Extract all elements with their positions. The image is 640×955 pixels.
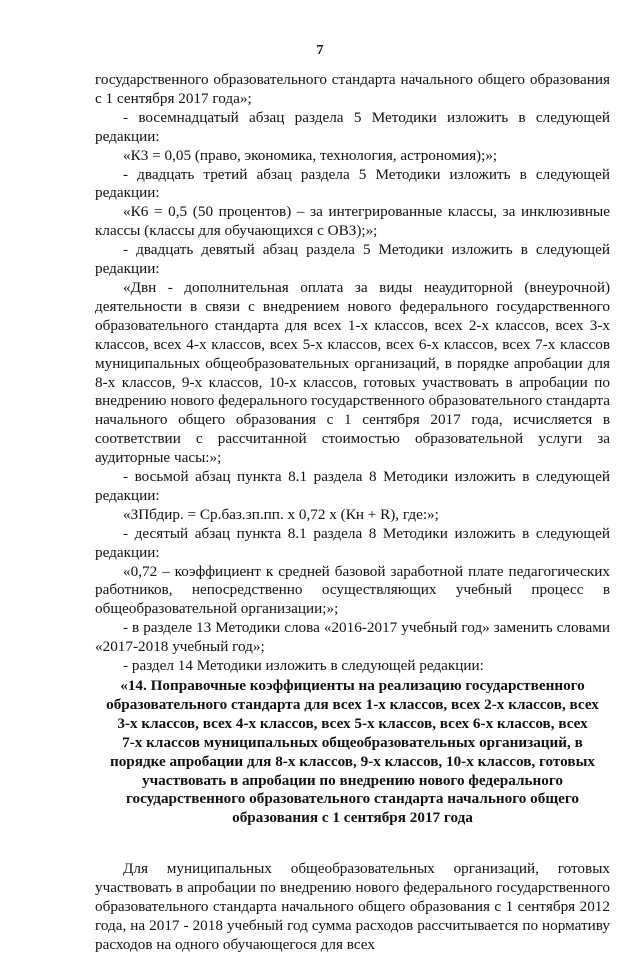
paragraph-quoted-text: «К6 = 0,5 (50 процентов) – за интегрированные классы, за инклюзивные классы (классы для обучающихся с ОВЗ);»; bbox=[95, 203, 610, 240]
paragraph-formula: «ЗПбдир. = Ср.баз.зп.пп. х 0,72 х (Кн + R), где:»; bbox=[123, 505, 439, 523]
paragraph-quoted-text: «Двн - дополнительная оплата за виды неаудиторной (внеурочной) деятельности в связи с внедрением нового федерального государственного образовательного стандарта для всех 1-х классов, всех 2-х классов, всех 3-х классов, всех 4-х классов, всех 5-х классов, всех 6-х классов, всех 7-х классов муниципальных общеобразовательных организаций, в порядке апробации для 8-х классов, 9-х классов, 10-х классов, готовых участвовать в апробации по внедрению нового федерального государственного образовательного стандарта начального общего образования с 1 сентября 2017 года, исчисляется в соответствии с рассчитанной стоимостью образовательной услуги за аудиторные часы:»; bbox=[95, 278, 610, 467]
paragraph-amendment-item: - восемнадцатый абзац раздела 5 Методики изложить в следующей редакции: bbox=[95, 108, 610, 145]
section-heading-line: участвовать в апробации по внедрению нового федерального bbox=[141, 771, 563, 789]
paragraph-continuation: государственного образовательного стандарта начального общего образования с 1 сентября 2017 года»; bbox=[95, 71, 610, 107]
paragraph-amendment-item: - раздел 14 Методики изложить в следующей редакции: bbox=[123, 657, 484, 675]
paragraph-amendment-item: - двадцать третий абзац раздела 5 Методики изложить в следующей редакции: bbox=[95, 165, 610, 202]
section-heading bbox=[95, 677, 610, 828]
paragraph-quoted-text: «0,72 – коэффициент к средней базовой заработной плате педагогических работников, непосредственно осуществляющих учебный процесс в общеобразовательной организации;»; bbox=[95, 562, 610, 618]
page-number: 7 bbox=[316, 43, 324, 58]
section-heading-line: 7-х классов муниципальных общеобразовательных организаций, в bbox=[122, 733, 583, 751]
paragraph-amendment-item: - восьмой абзац пункта 8.1 раздела 8 Методики изложить в следующей редакции: bbox=[95, 468, 610, 504]
paragraph-amendment-item: - в разделе 13 Методики слова «2016-2017 учебный год» заменить словами «2017-2018 учебный год»; bbox=[95, 619, 610, 656]
section-heading-line: государственного образовательного стандарта начального общего bbox=[125, 790, 579, 808]
section-heading-line: порядке апробации для 8-х классов, 9-х классов, 10-х классов, готовых bbox=[109, 752, 596, 770]
section-heading-line: 3-х классов, всех 4-х классов, всех 5-х классов, всех 6-х классов, всех bbox=[117, 714, 588, 732]
section-heading-line: образовательного стандарта для всех 1-х классов, всех 2-х классов, всех bbox=[106, 695, 599, 713]
document-body bbox=[95, 71, 610, 955]
section-heading-line: «14. Поправочные коэффициенты на реализацию государственного bbox=[120, 677, 585, 694]
paragraph-quoted-text: «К3 = 0,05 (право, экономика, технология, астрономия);»; bbox=[123, 146, 498, 164]
paragraph-final: Для муниципальных общеобразовательных организаций, готовых участвовать в апробации по внедрению нового федерального государственного образовательного стандарта начального общего образования с 1 сентября 2012 года, на 2017 - 2018 учебный год сумма расходов рассчитывается по нормативу расходов на одного обучающегося для всех bbox=[95, 860, 610, 953]
paragraph-amendment-item: - десятый абзац пункта 8.1 раздела 8 Методики изложить в следующей редакции: bbox=[95, 524, 610, 561]
section-heading-line: образования с 1 сентября 2017 года bbox=[232, 809, 473, 827]
paragraph-amendment-item: - двадцать девятый абзац раздела 5 Методики изложить в следующей редакции: bbox=[95, 241, 610, 278]
